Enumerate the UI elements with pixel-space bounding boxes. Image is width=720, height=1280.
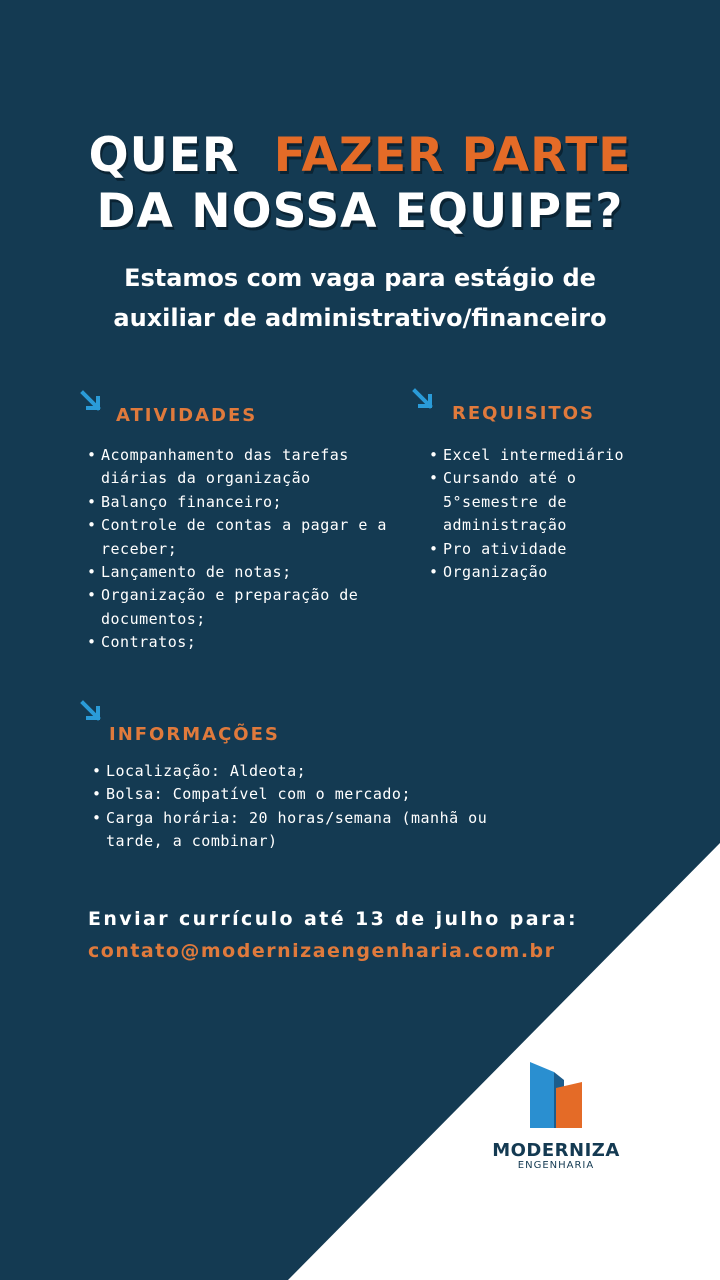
subtitle-line-2: auxiliar de administrativo/financeiro [113,304,607,332]
arrow-down-right-icon [412,388,434,410]
atividades-list-item-text: receber; [101,539,178,558]
requisitos-list-item-text: • Excel intermediário [443,446,625,464]
informacoes-list-item-text: • Carga horária: 20 horas/semana (manhã ou [106,808,488,827]
logo-brand-name: MODERNIZA [492,1140,620,1161]
informacoes-list [92,760,552,854]
atividades-list-item [87,491,417,514]
atividades-list-item-text: • Acompanhamento das tarefas [101,446,349,464]
cta-text: Enviar currículo até 13 de julho para: [88,908,578,930]
atividades-list-item-text: • Organização e preparação de [101,586,359,605]
atividades-list-item [87,514,417,561]
logo-brand-subtitle: ENGENHARIA [517,1160,595,1171]
requisitos-list-item [429,538,659,561]
informacoes-list-item-text: tarde, a combinar) [106,832,278,851]
company-logo [486,1060,626,1180]
headline-accent-part: FAZER PARTE [273,128,632,183]
informacoes-list-item [92,783,552,806]
requisitos-list-item-text: administração [443,516,567,535]
requisitos-list-item-text: 5°semestre de [443,492,567,511]
subtitle-line-1: Estamos com vaga para estágio de [124,264,596,292]
contact-email[interactable]: contato@modernizaengenharia.com.br [88,940,556,962]
arrow-down-right-icon [80,390,102,412]
atividades-list-item-text: • Controle de contas a pagar e a [101,516,387,535]
atividades-list [87,444,417,655]
informacoes-list-item [92,807,552,854]
atividades-list-item [87,444,417,491]
atividades-list-item-text: • Contratos; [101,633,197,652]
atividades-list-item-text: diárias da organização [101,469,311,488]
atividades-list-item [87,631,417,654]
atividades-list-item-text: • Lançamento de notas; [101,563,292,582]
atividades-list-item-text: • Balanço financeiro; [101,492,283,511]
atividades-title: ATIVIDADES [116,405,258,426]
atividades-list-item [87,584,417,631]
requisitos-list-item [429,467,659,537]
requisitos-list-item [429,561,659,584]
requisitos-title: REQUISITOS [452,403,595,424]
building-logo-icon [530,1060,586,1130]
requisitos-list-item-text: • Pro atividade [443,539,567,558]
headline-line-1 [0,128,720,184]
requisitos-list [429,444,659,584]
informacoes-list-item-text: • Localização: Aldeota; [106,762,307,780]
requisitos-list-item-text: • Organização [443,563,548,582]
informacoes-list-item [92,760,552,783]
requisitos-list-item-text: • Cursando até o [443,469,577,488]
requisitos-list-item [429,444,659,467]
arrow-down-right-icon [80,700,102,722]
atividades-list-item [87,561,417,584]
headline-line-2: DA NOSSA EQUIPE? [96,184,624,239]
informacoes-list-item-text: • Bolsa: Compatível com o mercado; [106,785,411,804]
informacoes-title: INFORMAÇÕES [109,724,280,745]
headline-white-part: QUER [88,128,240,183]
atividades-list-item-text: documentos; [101,609,206,628]
